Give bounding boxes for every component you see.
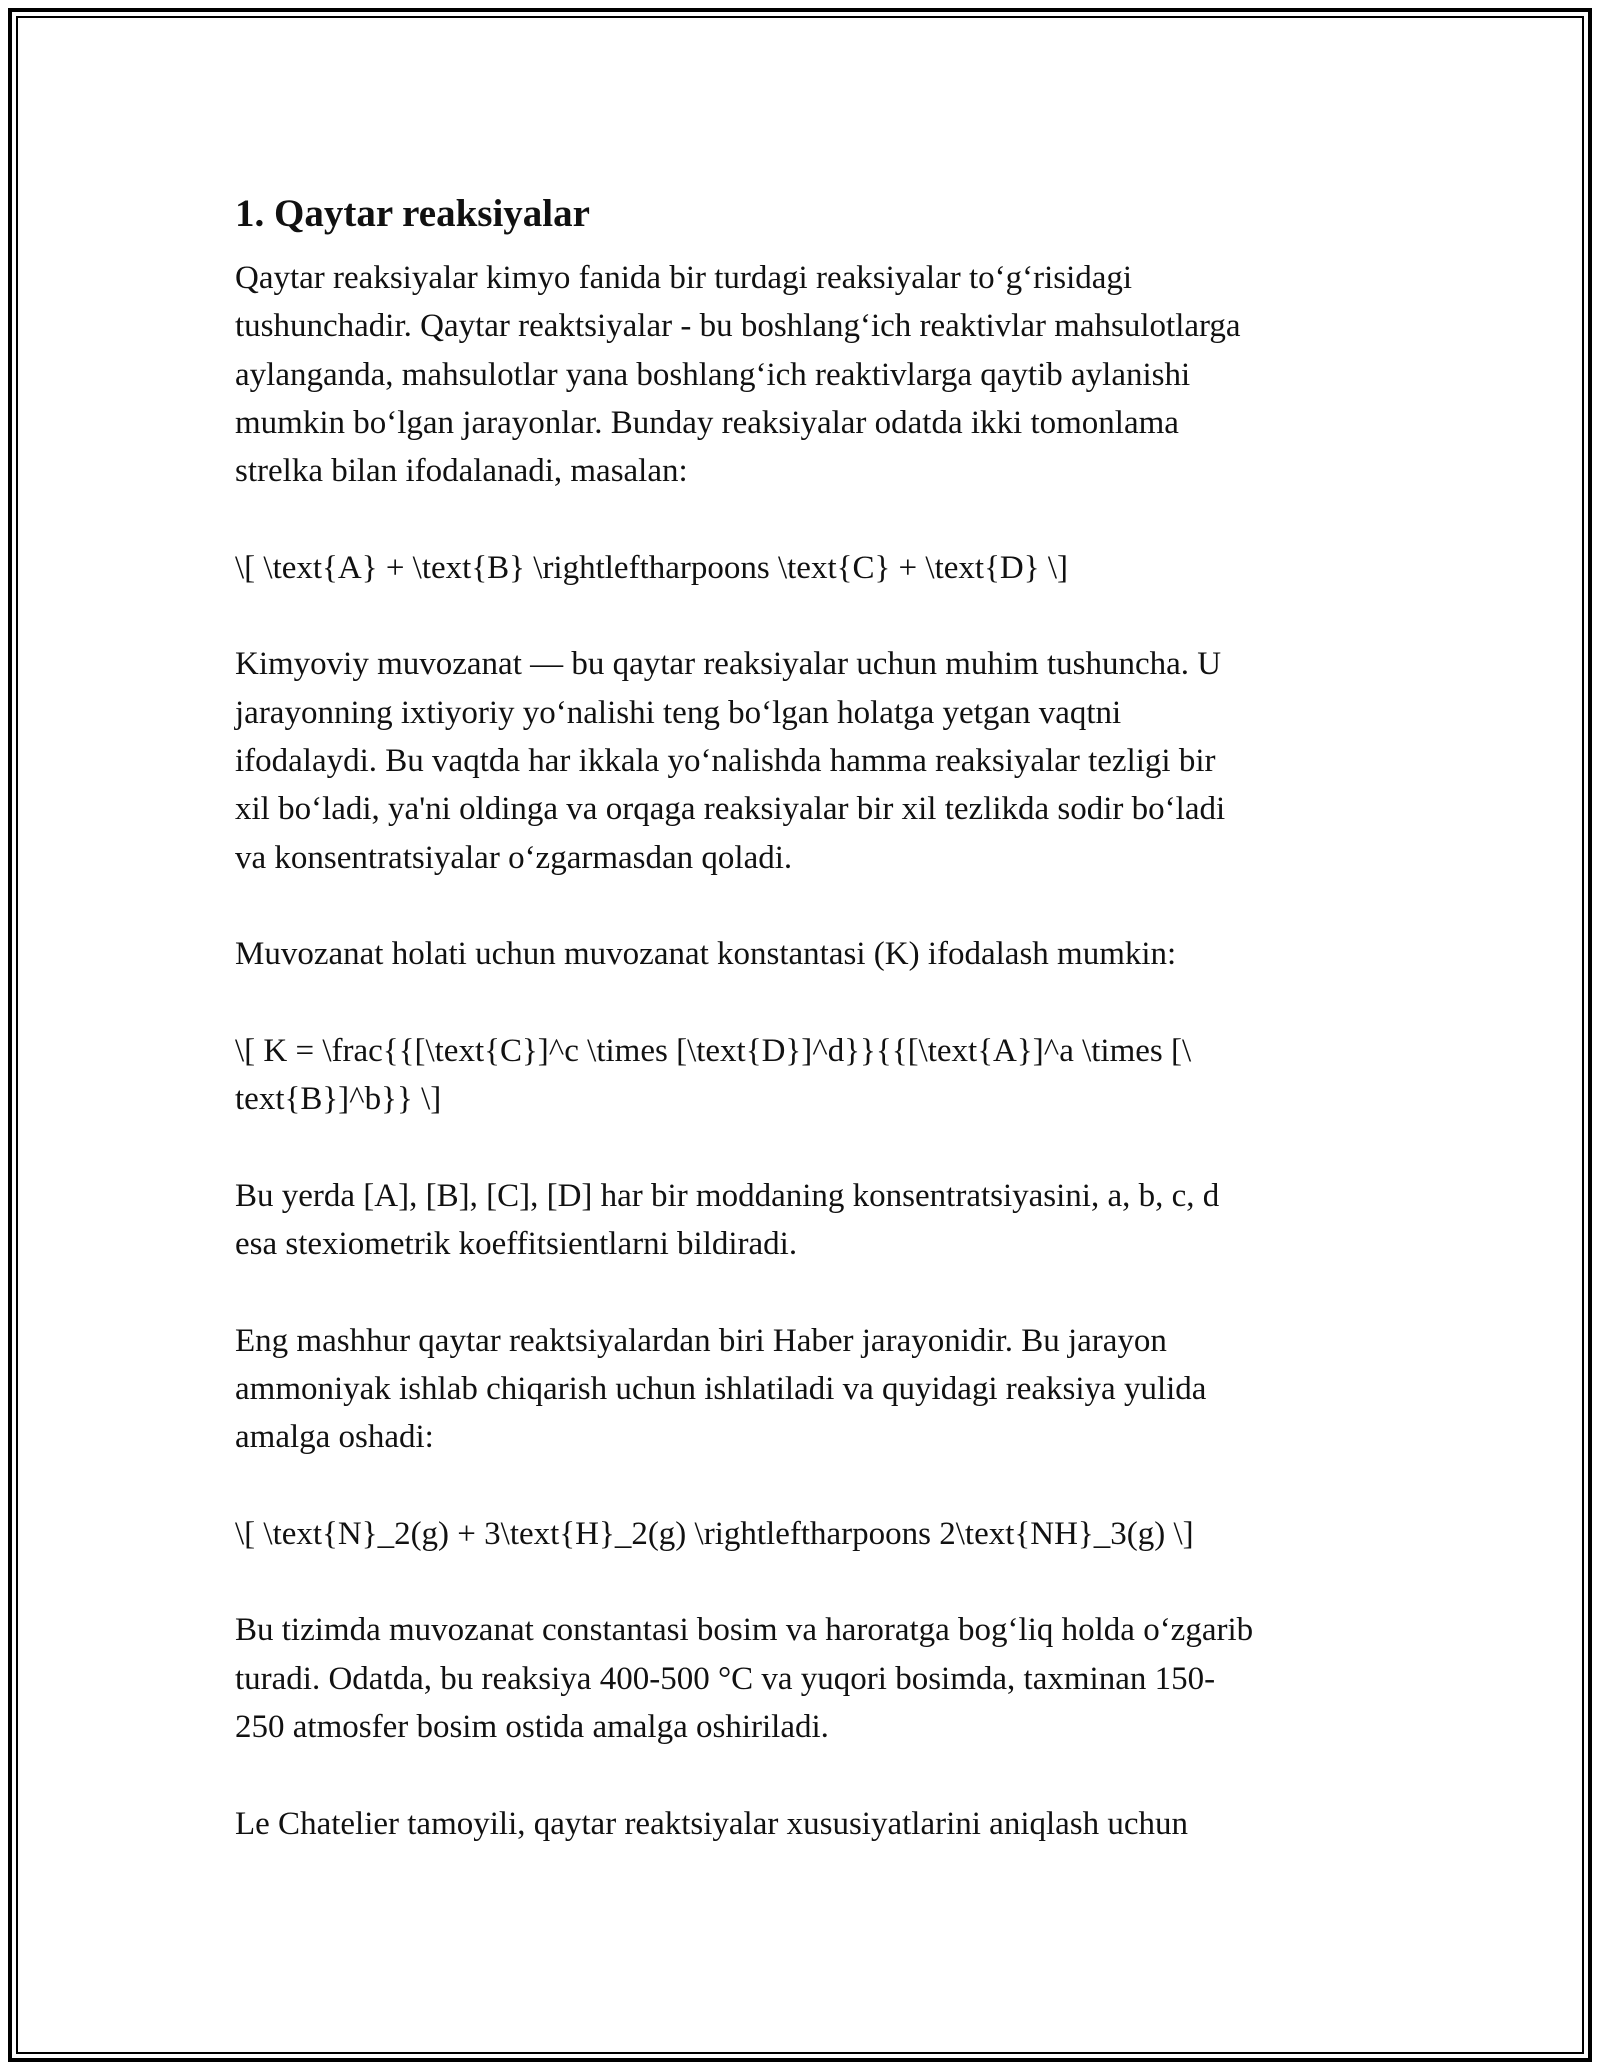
paragraph-equilibrium	[235, 640, 1395, 881]
text-line: \[ \text{N}_2(g) + 3\text{H}_2(g) \rightleftharpoons 2\text{NH}_3(g) \]	[235, 1515, 1194, 1552]
text-line: text{B}]^b}} \]	[235, 1081, 442, 1118]
text-line: tushunchadir. Qaytar reaktsiyalar - bu boshlang‘ich reaktivlar mahsulotlarga	[235, 308, 1241, 345]
text-line: Bu tizimda muvozanat constantasi bosim va haroratga bog‘liq holda o‘zgarib	[235, 1612, 1254, 1649]
text-line: va konsentratsiyalar o‘zgarmasdan qoladi.	[235, 839, 793, 876]
paragraph-haber	[235, 1317, 1395, 1462]
formula-equilibrium-constant	[235, 1027, 1395, 1124]
paragraph-constant-intro	[235, 930, 1395, 978]
text-line: mumkin bo‘lgan jarayonlar. Bunday reaksiyalar odatda ikki tomonlama	[235, 404, 1179, 441]
text-line: Qaytar reaksiyalar kimyo fanida bir turdagi reaksiyalar to‘g‘risidagi	[235, 260, 1133, 296]
text-line: jarayonning ixtiyoriy yo‘nalishi teng bo‘lgan holatga yetgan vaqtni	[235, 694, 1122, 731]
text-line: ifodalaydi. Bu vaqtda har ikkala yo‘nalishda hamma reaksiyalar tezligi bir	[235, 742, 1216, 779]
text-line: Eng mashhur qaytar reaktsiyalardan biri Haber jarayonidir. Bu jarayon	[235, 1322, 1167, 1359]
text-line: aylanganda, mahsulotlar yana boshlang‘ich reaktivlarga qaytib aylanishi	[235, 356, 1191, 393]
paragraph-concentrations	[235, 1172, 1395, 1269]
text-line: ammoniyak ishlab chiqarish uchun ishlatiladi va quyidagi reaksiya yulida	[235, 1370, 1207, 1407]
text-line: amalga oshadi:	[235, 1419, 434, 1456]
text-line: \[ \text{A} + \text{B} \rightleftharpoons \text{C} + \text{D} \]	[235, 549, 1068, 586]
text-line: 250 atmosfer bosim ostida amalga oshiriladi.	[235, 1708, 829, 1745]
text-line: xil bo‘ladi, ya'ni oldinga va orqaga reaksiyalar bir xil tezlikda sodir bo‘ladi	[235, 791, 1226, 828]
section-heading: 1. Qaytar reaksiyalar	[235, 192, 590, 235]
formula-reversible-reaction	[235, 544, 1395, 592]
paragraph-conditions	[235, 1606, 1395, 1751]
text-line: Le Chatelier tamoyili, qaytar reaktsiyalar xususiyatlarini aniqlash uchun	[235, 1805, 1189, 1842]
paragraph-intro	[235, 254, 1395, 495]
text-line: Bu yerda [A], [B], [C], [D] har bir moddaning konsentratsiyasini, a, b, c, d	[235, 1177, 1220, 1214]
text-line: strelka bilan ifodalanadi, masalan:	[235, 453, 688, 490]
document-body	[235, 186, 1395, 1896]
formula-haber-reaction	[235, 1510, 1395, 1558]
text-line: turadi. Odatda, bu reaksiya 400-500 °C va yuqori bosimda, taxminan 150-	[235, 1660, 1216, 1697]
text-line: Kimyoviy muvozanat — bu qaytar reaksiyalar uchun muhim tushuncha. U	[235, 646, 1222, 683]
text-line: \[ K = \frac{{[\text{C}]^c \times [\text{D}]^d}}{{[\text{A}]^a \times [\	[235, 1032, 1192, 1069]
text-line: Muvozanat holati uchun muvozanat konstantasi (K) ifodalash mumkin:	[235, 936, 1177, 973]
paragraph-le-chatelier	[235, 1800, 1395, 1848]
text-line: esa stexiometrik koeffitsientlarni bildiradi.	[235, 1225, 798, 1262]
